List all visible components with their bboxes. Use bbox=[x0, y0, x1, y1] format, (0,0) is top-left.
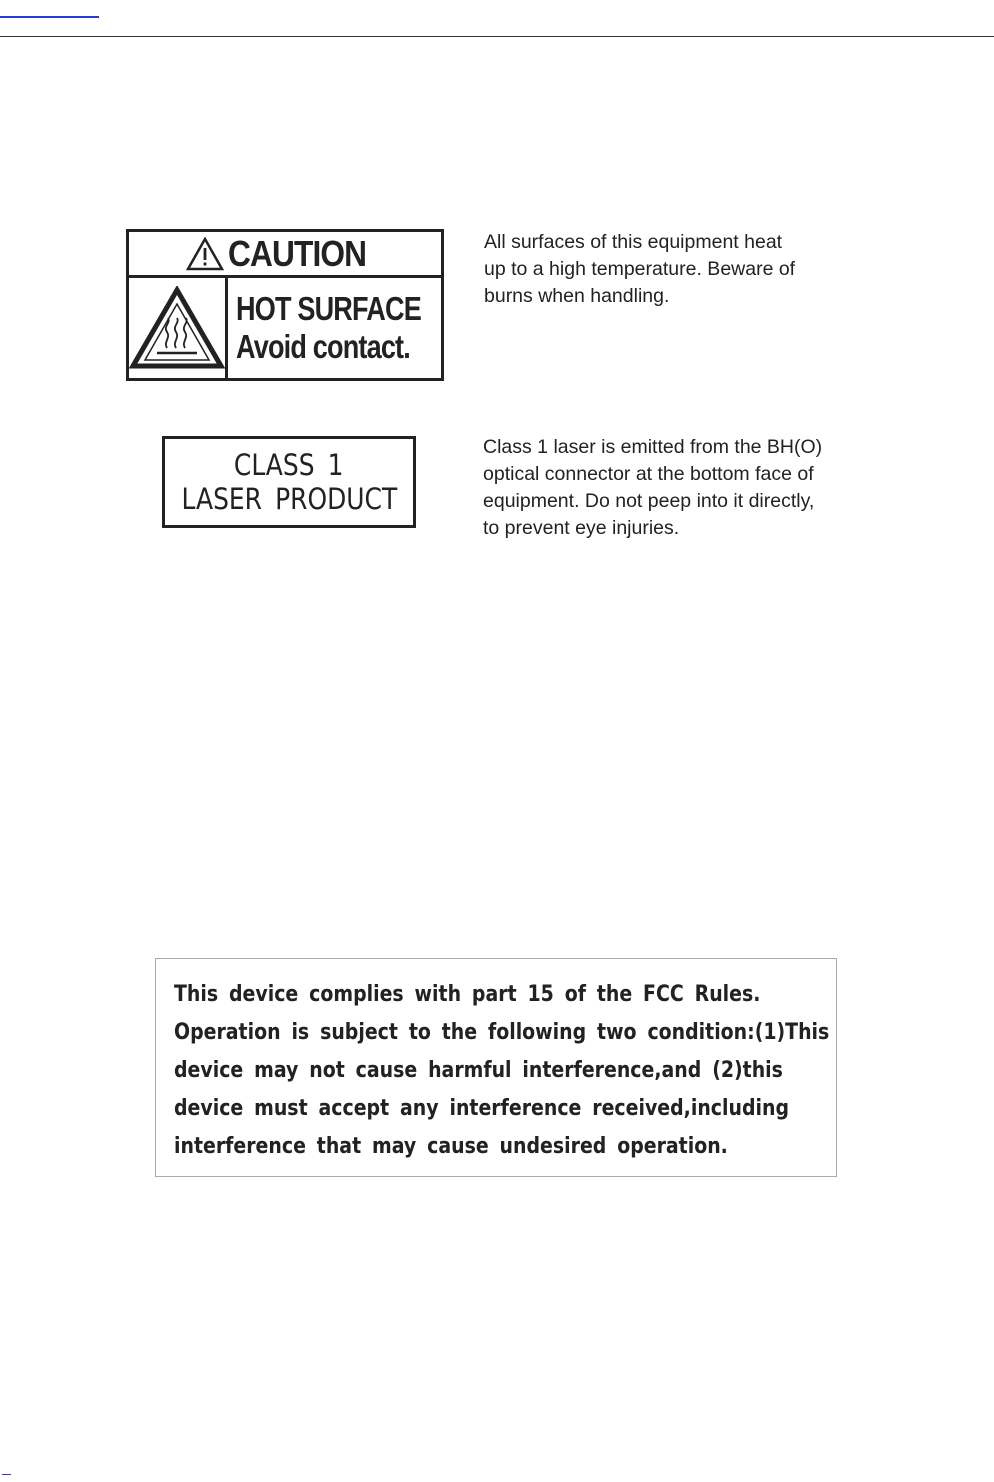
header-divider bbox=[0, 36, 994, 37]
fcc-notice-line: device may not cause harmful interference,and (2)this bbox=[174, 1058, 783, 1083]
hot-surface-icon bbox=[129, 286, 225, 370]
laser-label-line-product: LASER PRODUCT bbox=[181, 482, 397, 516]
fcc-notice-line: device must accept any interference received,including bbox=[174, 1096, 790, 1121]
laser-label-line-class: CLASS 1 bbox=[234, 448, 344, 482]
laser-description-line: to prevent eye injuries. bbox=[483, 517, 680, 539]
laser-description-line: equipment. Do not peep into it directly, bbox=[483, 490, 815, 512]
footer-link-mark[interactable] bbox=[2, 1474, 11, 1475]
hot-surface-description-line: up to a high temperature. Beware of bbox=[484, 258, 796, 280]
caution-line-avoid-contact: Avoid contact. bbox=[236, 328, 410, 365]
class-1-laser-label bbox=[162, 436, 416, 528]
warning-triangle-icon bbox=[186, 237, 224, 271]
fcc-notice-line: Operation is subject to the following two condition:(1)This bbox=[174, 1020, 830, 1045]
caution-heading: CAUTION bbox=[227, 232, 366, 274]
caution-body bbox=[129, 278, 441, 378]
hot-surface-description-line: All surfaces of this equipment heat bbox=[484, 231, 783, 253]
caution-line-hot-surface: HOT SURFACE bbox=[236, 290, 421, 327]
laser-description-line: optical connector at the bottom face of bbox=[483, 463, 814, 485]
laser-description bbox=[483, 434, 822, 542]
fcc-compliance-notice bbox=[155, 958, 837, 1177]
caution-text-cell bbox=[228, 278, 462, 378]
fcc-notice-line: This device complies with part 15 of the FCC Rules. bbox=[174, 982, 761, 1007]
hot-surface-description bbox=[484, 229, 795, 310]
fcc-notice-line: interference that may cause undesired operation. bbox=[174, 1134, 728, 1159]
laser-description-line: Class 1 laser is emitted from the BH(O) bbox=[483, 436, 823, 458]
caution-symbol-cell bbox=[129, 278, 228, 378]
header-link[interactable] bbox=[0, 0, 99, 18]
caution-header bbox=[129, 232, 441, 278]
hot-surface-description-line: burns when handling. bbox=[484, 285, 670, 307]
caution-hot-surface-label bbox=[126, 229, 444, 381]
